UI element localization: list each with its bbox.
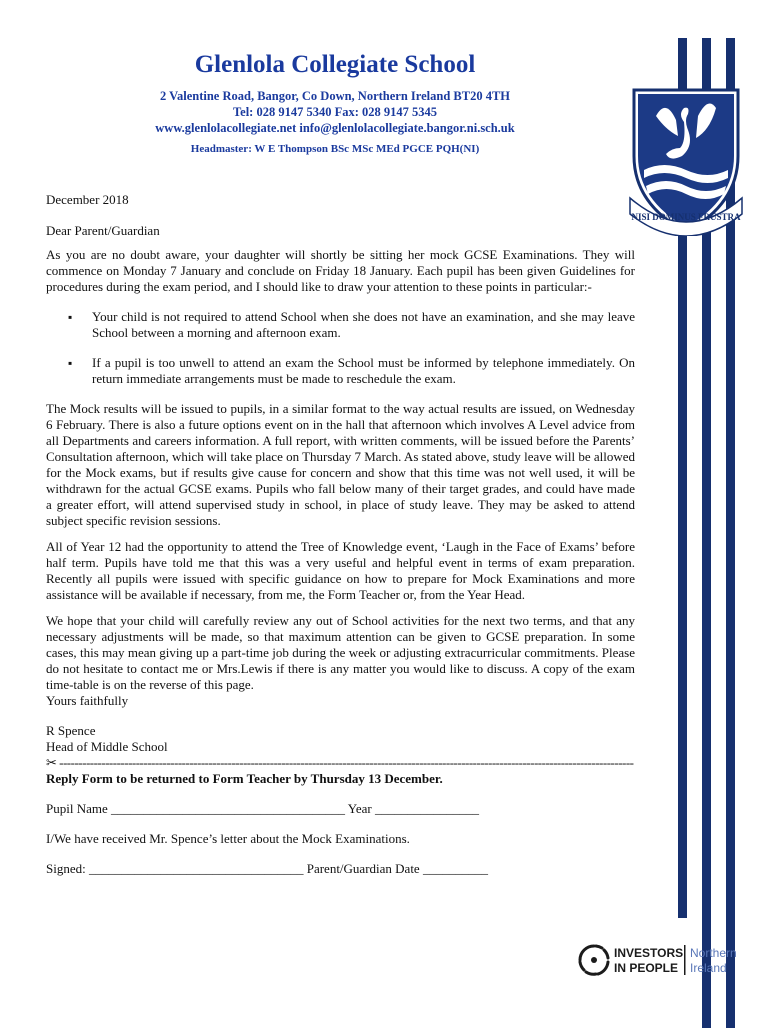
school-contact: Tel: 028 9147 5340 Fax: 028 9147 5345 bbox=[232, 105, 438, 119]
pupil-name-field[interactable]: Pupil Name ____________________________________ Year ________________ bbox=[46, 801, 479, 816]
signature-date-field[interactable]: Signed: _________________________________ Parent/Guardian Date __________ bbox=[46, 861, 488, 876]
school-web-email: www.glenlolacollegiate.net info@glenlolacollegiate.bangor.ni.sch.uk bbox=[155, 121, 515, 135]
letter-closing: Yours faithfully bbox=[46, 693, 129, 708]
paragraph-activities: We hope that your child will carefully review any out of School activities for the next two terms, and that any necessary adjustments will be made, so that maximum attention can be given to GCSE preparation. In some cases, this may mean giving up a part-time job during the week or adjusting extracurricular commitments. Please do not hesitate to contact me or Mrs.Lewis if there is any matter you would like to discuss. A copy of the exam time-table is on the reverse of this page. bbox=[46, 613, 635, 692]
paragraph-year12: All of Year 12 had the opportunity to attend the Tree of Knowledge event, ‘Laugh in the Face of Exams’ before half term. Pupils have told me that this was a very useful and helpful event in terms of exam preparation. Recently all pupils were issued with specific guidance on how to prepare for Mock Examinations and more assistance will be available if necessary, from me, the Form Teacher or, from the Year Head. bbox=[46, 539, 635, 602]
investors-in-people-logo bbox=[574, 940, 754, 980]
school-name: Glenlola Collegiate School bbox=[194, 51, 476, 78]
letter-body bbox=[46, 192, 635, 877]
school-address: 2 Valentine Road, Bangor, Co Down, Northern Ireland BT20 4TH bbox=[159, 89, 511, 103]
guideline-item: ▪ If a pupil is too unwell to attend an exam the School must be informed by telephone immediately. On return immediate arrangements must be made to reschedule the exam. bbox=[46, 355, 635, 387]
crest-motto: NISI DOMINUS FRUSTRA bbox=[631, 212, 741, 222]
ip-text-line1: INVESTORS bbox=[614, 946, 684, 960]
headmaster-line: Headmaster: W E Thompson BSc MSc MEd PGCE PQH(NI) bbox=[190, 143, 480, 155]
guidelines-list bbox=[46, 309, 635, 387]
reply-form-title: Reply Form to be returned to Form Teacher by Thursday 13 December. bbox=[46, 771, 443, 786]
letterhead bbox=[40, 50, 630, 156]
ip-text-line2: IN PEOPLE bbox=[614, 961, 679, 975]
letter-date: December 2018 bbox=[46, 192, 129, 207]
paragraph-intro: As you are no doubt aware, your daughter will shortly be sitting her mock GCSE Examinations. They will commence on Monday 7 January and conclude on Friday 18 January. Each pupil has been given Guidelines for procedures during the exam period, and I should like to draw your attention to these points in particular:- bbox=[46, 247, 635, 294]
signature-name: R Spence bbox=[46, 723, 96, 738]
ip-region-line2: Ireland bbox=[690, 961, 727, 975]
paragraph-results: The Mock results will be issued to pupils, in a similar format to the way actual results are issued, on Wednesday 6 February. There is also a future options event on in the hall that afternoon which involves A Level advice from all Departments and careers information. A full report, with written comments, will be issued before the Parents’ Consultation afternoon, which will take place on Thursday 7 March. As stated above, study leave will be allowed for the Mock exams, but if results give cause for concern and show that this time was not well used, it will be withdrawn for the actual GCSE exams. Pupils who fall below many of their target grades, and could have made a greater effort, will attend supervised study in school, in place of study leave. They may be asked to attend subject specific revision sessions. bbox=[46, 401, 635, 528]
ip-region-line1: Northern bbox=[690, 946, 737, 960]
signature-title: Head of Middle School bbox=[46, 739, 168, 754]
guideline-item: ▪ Your child is not required to attend School when she does not have an examination, and she may leave School between a morning and afternoon exam. bbox=[46, 309, 635, 341]
acknowledgement-line: I/We have received Mr. Spence’s letter about the Mock Examinations. bbox=[46, 831, 410, 846]
letter-salutation: Dear Parent/Guardian bbox=[46, 223, 160, 238]
school-crest-logo bbox=[626, 86, 746, 236]
cut-line: ✂ ------------------------------------------------------------------------------------------------------------------------------------------------------ bbox=[46, 755, 634, 770]
